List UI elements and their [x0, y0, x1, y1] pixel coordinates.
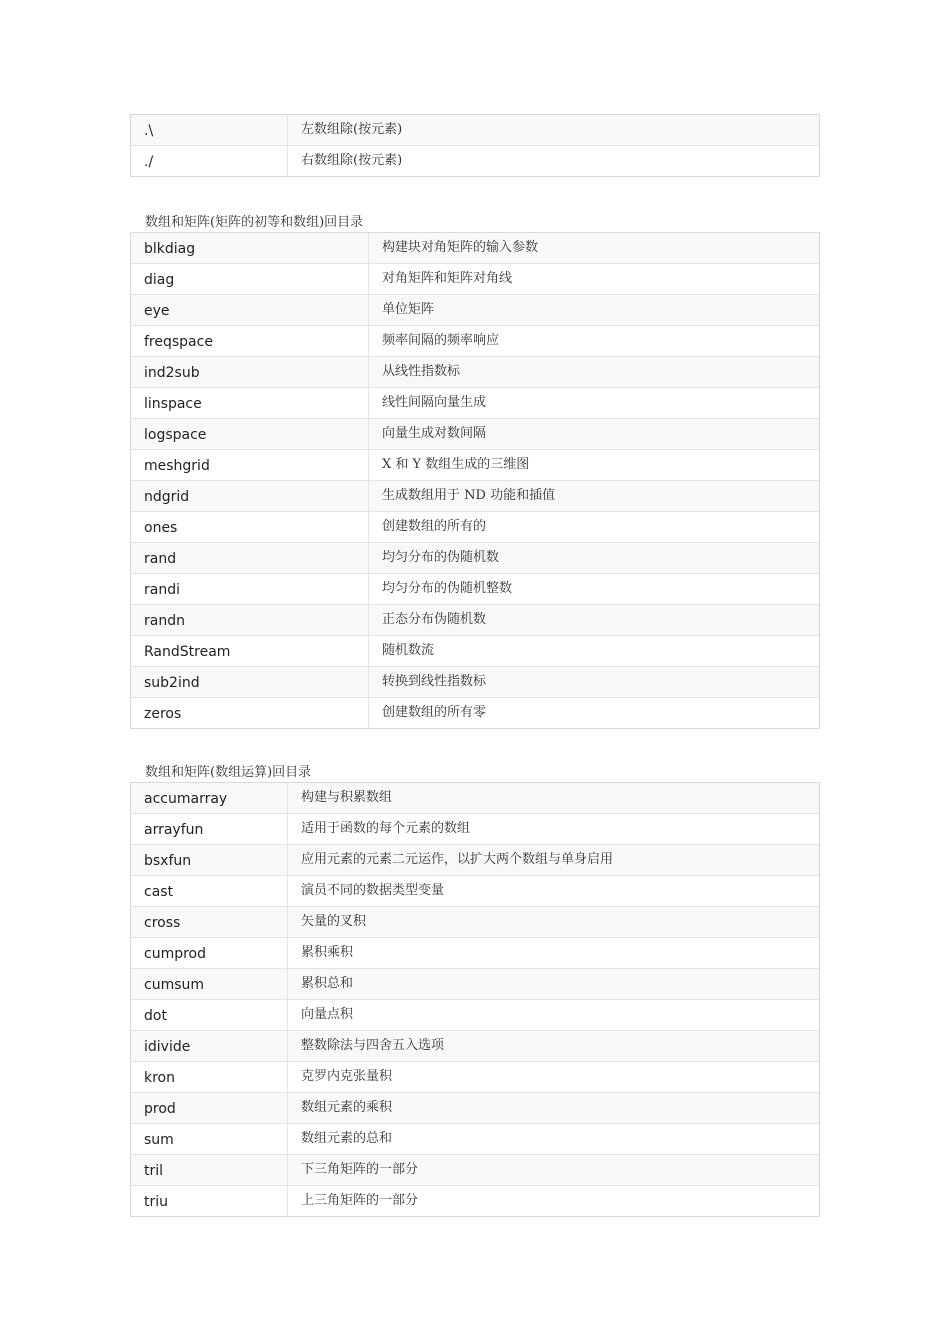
function-description: 矢量的叉积 — [301, 914, 367, 929]
function-description: 累积乘积 — [301, 945, 354, 960]
table-row — [131, 1185, 819, 1216]
table-row — [131, 325, 819, 356]
function-description: 均匀分布的伪随机数 — [382, 550, 500, 565]
table-row — [131, 511, 819, 542]
function-name: ind2sub — [131, 357, 369, 387]
function-name: cumprod — [131, 938, 288, 968]
table-row — [131, 999, 819, 1030]
table-row — [131, 844, 819, 875]
function-description: 从线性指数标 — [382, 364, 461, 379]
function-description: X 和 Y 数组生成的三维图 — [382, 457, 530, 472]
function-description: 上三角矩阵的一部分 — [301, 1193, 419, 1208]
function-description: 适用于函数的每个元素的数组 — [301, 821, 471, 836]
function-name: triu — [131, 1186, 288, 1216]
section-caption-operations: 数组和矩阵(数组运算)回目录 — [145, 765, 312, 780]
function-description: 转换到线性指数标 — [382, 674, 487, 689]
table-row — [131, 1154, 819, 1185]
table-row — [131, 635, 819, 666]
function-name: cross — [131, 907, 288, 937]
table-row — [131, 573, 819, 604]
function-description: 左数组除(按元素) — [301, 122, 403, 137]
function-name: cumsum — [131, 969, 288, 999]
function-description: 对角矩阵和矩阵对角线 — [382, 271, 513, 286]
function-name: tril — [131, 1155, 288, 1185]
table-row — [131, 666, 819, 697]
function-description: 数组元素的乘积 — [301, 1100, 393, 1115]
table-row — [131, 604, 819, 635]
function-description: 构建块对角矩阵的输入参数 — [382, 240, 539, 255]
table-row — [131, 233, 819, 263]
table-row — [131, 783, 819, 813]
operator-table — [130, 114, 820, 177]
table-row — [131, 1061, 819, 1092]
function-name: kron — [131, 1062, 288, 1092]
function-description: 线性间隔向量生成 — [382, 395, 487, 410]
function-description: 均匀分布的伪随机整数 — [382, 581, 513, 596]
function-description: 整数除法与四舍五入选项 — [301, 1038, 445, 1053]
function-name: dot — [131, 1000, 288, 1030]
function-name: sum — [131, 1124, 288, 1154]
function-description: 生成数组用于 ND 功能和插值 — [382, 488, 556, 503]
table-row — [131, 418, 819, 449]
function-description: 克罗内克张量积 — [301, 1069, 393, 1084]
function-name: randn — [131, 605, 369, 635]
function-name: ./ — [131, 146, 288, 176]
function-name: randi — [131, 574, 369, 604]
function-description: 创建数组的所有的 — [382, 519, 487, 534]
function-name: bsxfun — [131, 845, 288, 875]
table-row — [131, 968, 819, 999]
table-row — [131, 356, 819, 387]
function-description: 下三角矩阵的一部分 — [301, 1162, 419, 1177]
function-name: arrayfun — [131, 814, 288, 844]
table-row — [131, 449, 819, 480]
table-row — [131, 697, 819, 728]
function-name: sub2ind — [131, 667, 369, 697]
function-description: 频率间隔的频率响应 — [382, 333, 500, 348]
table-row — [131, 813, 819, 844]
function-name: ndgrid — [131, 481, 369, 511]
elementary-matrices-table — [130, 232, 820, 729]
function-name: eye — [131, 295, 369, 325]
function-description: 正态分布伪随机数 — [382, 612, 487, 627]
function-description: 应用元素的元素二元运作，以扩大两个数组与单身启用 — [301, 852, 614, 867]
function-description: 数组元素的总和 — [301, 1131, 393, 1146]
section-caption-elementary: 数组和矩阵(矩阵的初等和数组)回目录 — [145, 215, 364, 230]
function-name: ones — [131, 512, 369, 542]
function-name: RandStream — [131, 636, 369, 666]
function-name: blkdiag — [131, 233, 369, 263]
table-row — [131, 937, 819, 968]
function-description: 右数组除(按元素) — [301, 153, 403, 168]
function-description: 向量点积 — [301, 1007, 354, 1022]
table-row — [131, 542, 819, 573]
function-name: rand — [131, 543, 369, 573]
function-description: 演员不同的数据类型变量 — [301, 883, 445, 898]
table-row — [131, 1030, 819, 1061]
function-name: freqspace — [131, 326, 369, 356]
table-row — [131, 115, 819, 145]
function-name: diag — [131, 264, 369, 294]
table-row — [131, 1092, 819, 1123]
function-description: 随机数流 — [382, 643, 435, 658]
function-name: linspace — [131, 388, 369, 418]
table-row — [131, 145, 819, 176]
table-row — [131, 480, 819, 511]
table-row — [131, 906, 819, 937]
table-row — [131, 263, 819, 294]
table-row — [131, 294, 819, 325]
function-description: 构建与积累数组 — [301, 790, 393, 805]
function-name: prod — [131, 1093, 288, 1123]
function-name: meshgrid — [131, 450, 369, 480]
array-operations-table — [130, 782, 820, 1217]
function-name: .\ — [131, 115, 288, 145]
function-description: 单位矩阵 — [382, 302, 435, 317]
function-description: 累积总和 — [301, 976, 354, 991]
function-name: idivide — [131, 1031, 288, 1061]
function-description: 创建数组的所有零 — [382, 705, 487, 720]
table-row — [131, 875, 819, 906]
function-name: zeros — [131, 698, 369, 728]
function-name: accumarray — [131, 783, 288, 813]
table-row — [131, 1123, 819, 1154]
function-name: cast — [131, 876, 288, 906]
table-row — [131, 387, 819, 418]
function-description: 向量生成对数间隔 — [382, 426, 487, 441]
function-name: logspace — [131, 419, 369, 449]
